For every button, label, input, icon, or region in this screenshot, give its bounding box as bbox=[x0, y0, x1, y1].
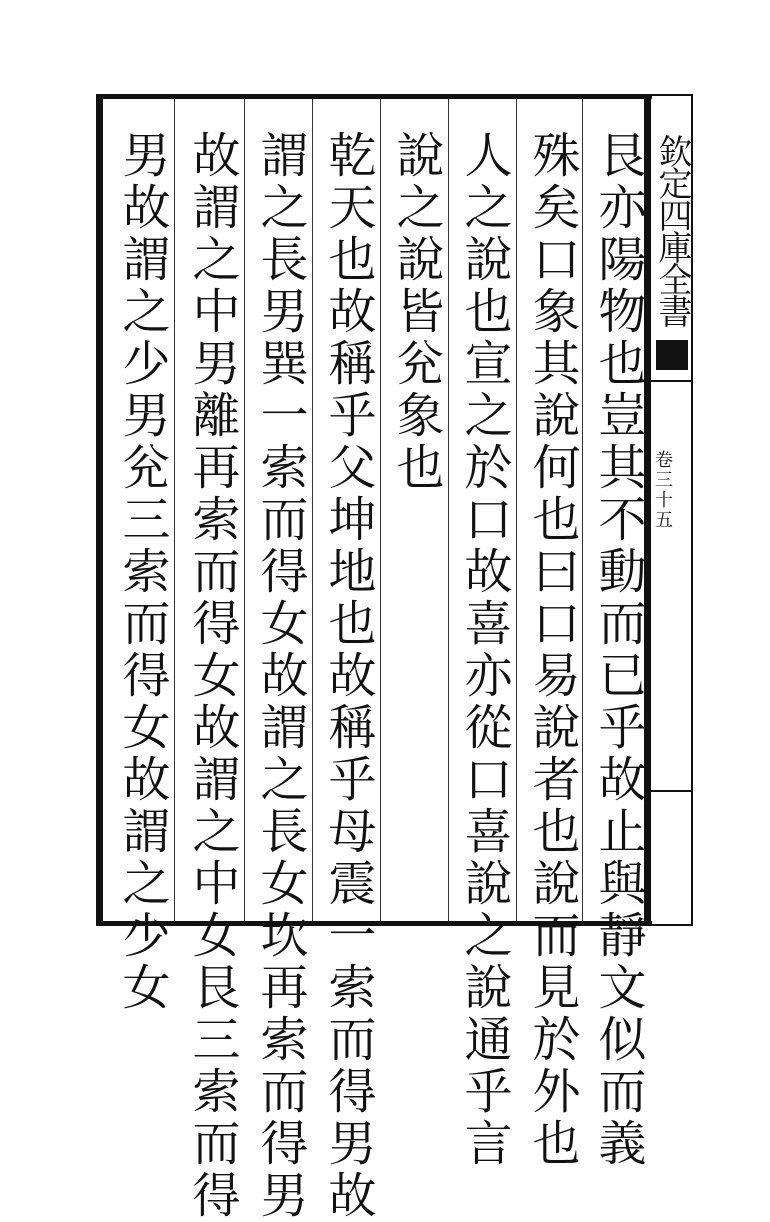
column-separator bbox=[516, 99, 517, 921]
column-separator bbox=[174, 99, 175, 921]
text-column-4: 說之說皆兊象也 bbox=[388, 130, 444, 494]
fish-tail-mark-icon bbox=[656, 340, 688, 370]
column-separator bbox=[312, 99, 313, 921]
column-separator bbox=[582, 99, 583, 921]
column-separator bbox=[380, 99, 381, 921]
margin-title: 欽定四庫全書 bbox=[652, 134, 692, 326]
text-column-6: 謂之長男巽一索而得女故謂之長女坎再索而得男 bbox=[252, 130, 308, 1222]
text-column-3: 人之說也宣之於口故喜亦從口喜說之說通乎言 bbox=[456, 130, 512, 1170]
text-column-2: 殊矣口象其說何也曰口易說者也說而見於外也 bbox=[524, 130, 580, 1170]
column-separator bbox=[448, 99, 449, 921]
column-separator bbox=[244, 99, 245, 921]
text-column-5: 乾天也故稱乎父坤地也故稱乎母震一索而得男故 bbox=[320, 130, 376, 1222]
margin-volume: 卷三十五 bbox=[652, 450, 673, 530]
text-column-1: 艮亦陽物也豈其不動而已乎故止與靜文似而義 bbox=[590, 130, 646, 1170]
text-column-7: 故謂之中男離再索而得女故謂之中女艮三索而得 bbox=[184, 130, 240, 1222]
text-column-8: 男故謂之少男兊三索而得女故謂之少女 bbox=[114, 130, 170, 1014]
margin-divider-top bbox=[651, 380, 693, 382]
margin-divider-bottom bbox=[651, 790, 693, 792]
